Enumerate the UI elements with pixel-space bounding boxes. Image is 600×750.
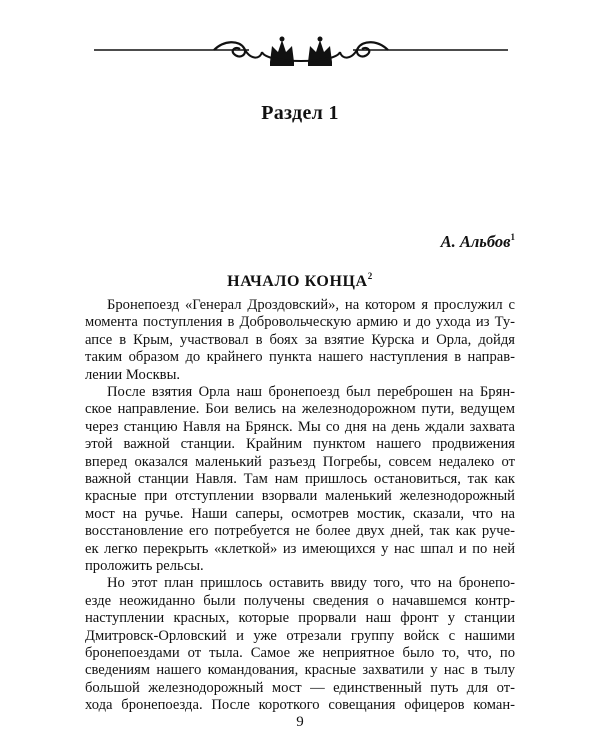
text-line: хода бронепоезда. После короткого совещания офицеров коман- <box>85 697 515 714</box>
text-line: апсе в Крым, участвовал в боях за взятие Курска и Орла, дойдя <box>85 331 515 348</box>
chapter-title <box>0 271 600 291</box>
author-footnote-ref[interactable]: 1 <box>510 232 515 242</box>
text-line: таким образом до крайнего пункта нашего наступления в направ- <box>85 349 515 366</box>
text-line: проложить рельсы. <box>85 558 204 574</box>
text-line: езде неожиданно были получены сведения о начавшемся контр- <box>85 592 515 609</box>
text-line: Бронепоезд «Генерал Дроздовский», на котором я прослужил с <box>107 297 515 313</box>
text-line: ек легко перекрыть «клеткой» из имеющихся у нас шпал и по ней <box>85 540 515 557</box>
chapter-footnote-ref[interactable]: 2 <box>367 271 373 281</box>
text-line: восстановление его потребуется не более двух дней, так как руче- <box>85 523 515 540</box>
text-line: через станцию Навля на Брянск. Мы со дня на день ждали захвата <box>85 418 515 435</box>
text-line: ское направление. Бои велись на железнодорожном пути, ведущем <box>85 401 515 418</box>
text-line: лении Москвы. <box>85 366 181 383</box>
text-line: этой важной станции. Крайним пунктом нашего продвижения <box>85 436 515 453</box>
author-name <box>441 232 515 252</box>
text-line: красные при отступлении взорвали маленький железнодорожный <box>85 488 515 505</box>
text-line: После взятия Орла наш бронепоезд был переброшен на Брян- <box>107 384 515 400</box>
page-number-text: 9 <box>296 714 304 730</box>
text-line: Дмитровск-Орловский и уже отрезали группу войск с нашими <box>85 627 515 644</box>
section-title <box>0 102 600 125</box>
text-line: важной станции Навля. Там нам пришлось остановиться, так как <box>85 471 515 487</box>
header-ornament <box>94 30 508 70</box>
page-number <box>0 714 600 731</box>
text-line: бронепоездами от тыла. Самое же неприятное было то, что, по <box>85 645 515 661</box>
text-line: мост на ручье. Наши саперы, осмотрев мостик, сказали, что на <box>85 505 515 522</box>
text-line: большой железнодорожный мост — единственный путь для от- <box>85 679 515 696</box>
chapter-title-text: НАЧАЛО КОНЦА <box>227 273 368 290</box>
text-line: наступлении красных, которые прорвали наш фронт у станции <box>85 610 515 627</box>
author-text: А. Альбов <box>440 232 511 251</box>
text-line: сведениям нашего командования, красные захватили у нас в тылу <box>85 662 515 679</box>
text-line: вперед оказался маленький разъезд Погребы, совсем недалеко от <box>85 453 515 470</box>
text-line: Но этот план пришлось оставить ввиду того, что на бронепо- <box>107 575 515 592</box>
section-title-text: Раздел 1 <box>261 102 339 124</box>
text-line: момента поступления в Добровольческую армию и до ухода из Ту- <box>85 314 515 331</box>
